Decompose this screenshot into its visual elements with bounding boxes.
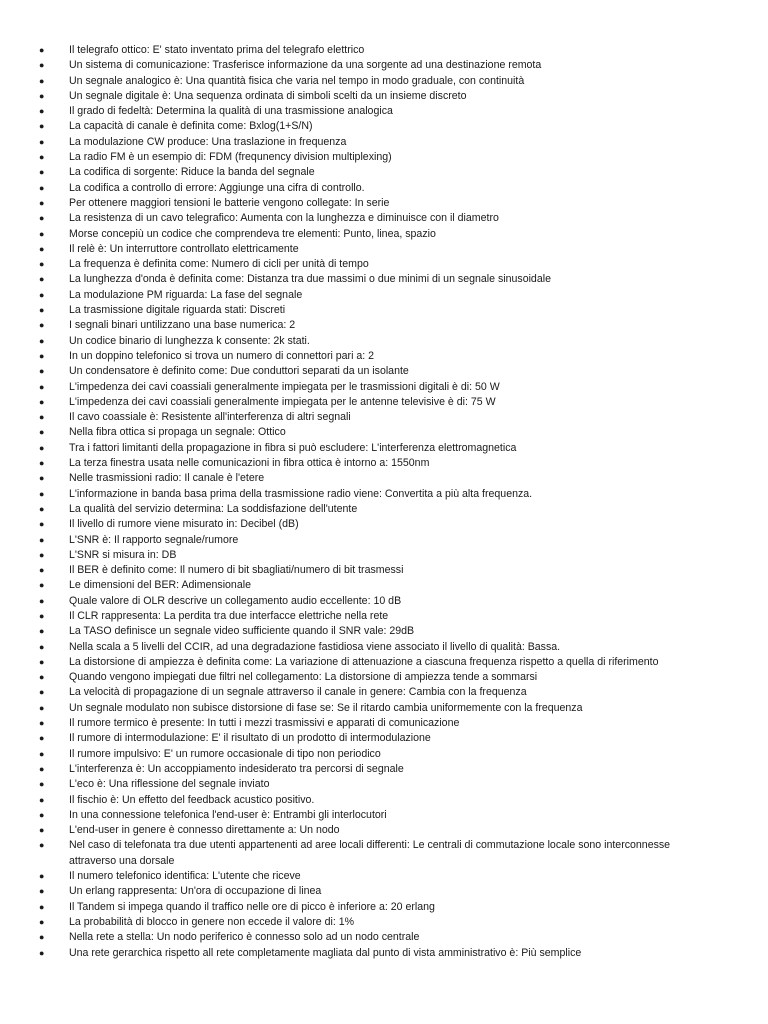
list-item-text: Il rumore termico è presente: In tutti i mezzi trasmissivi e apparati di comunicazione xyxy=(69,717,460,730)
bullet-icon: ● xyxy=(39,366,45,377)
list-item xyxy=(0,456,768,471)
bullet-icon: ● xyxy=(39,243,45,254)
bullet-icon: ● xyxy=(39,610,45,621)
list-item-text: L'informazione in banda basa prima della trasmissione radio viene: Convertita a più alta frequenza. xyxy=(69,487,533,500)
bullet-icon: ● xyxy=(39,412,45,423)
list-item-text: L'end-user in genere è connesso direttamente a: Un nodo xyxy=(69,824,340,837)
bullet-icon: ● xyxy=(39,871,45,882)
bullet-icon: ● xyxy=(39,228,45,239)
list-item-text: La resistenza di un cavo telegrafico: Aumenta con la lunghezza e diminuisce con il diametro xyxy=(69,212,499,225)
list-item xyxy=(0,915,768,930)
list-item-text: L'impedenza dei cavi coassiali generalmente impiegata per le antenne televisive è di: 75 W xyxy=(69,395,496,408)
list-item xyxy=(0,425,768,440)
list-item-text: L'SNR è: Il rapporto segnale/rumore xyxy=(69,533,239,546)
bullet-icon: ● xyxy=(39,519,45,530)
list-item-text: L'interferenza è: Un accoppiamento indesiderato tra percorsi di segnale xyxy=(69,762,404,775)
list-item xyxy=(0,624,768,639)
list-item-text: Nelle trasmissioni radio: Il canale è l'etere xyxy=(69,472,265,485)
bullet-icon: ● xyxy=(39,90,45,101)
list-item-text: La modulazione PM riguarda: La fase del segnale xyxy=(69,288,303,301)
list-item xyxy=(0,272,768,287)
list-item xyxy=(0,135,768,150)
list-item xyxy=(0,946,768,961)
list-item-text: La TASO definisce un segnale video sufficiente quando il SNR vale: 29dB xyxy=(69,625,415,638)
list-item-text: La codifica a controllo di errore: Aggiunge una cifra di controllo. xyxy=(69,181,365,194)
list-item xyxy=(0,838,768,869)
list-item xyxy=(0,303,768,318)
bullet-icon: ● xyxy=(39,305,45,316)
bullet-icon: ● xyxy=(39,213,45,224)
bullet-icon: ● xyxy=(39,886,45,897)
list-item xyxy=(0,670,768,685)
list-item-text: Il rumore di intermodulazione: E' il risultato di un prodotto di intermodulazione xyxy=(69,732,431,745)
bullet-icon: ● xyxy=(39,580,45,591)
bullet-icon: ● xyxy=(39,60,45,71)
list-item xyxy=(0,930,768,945)
list-item-text: I segnali binari untilizzano una base numerica: 2 xyxy=(69,319,296,332)
bullet-icon: ● xyxy=(39,809,45,820)
list-item xyxy=(0,150,768,165)
bullet-icon: ● xyxy=(39,473,45,484)
list-item xyxy=(0,349,768,364)
list-item xyxy=(0,58,768,73)
list-item-text: Le dimensioni del BER: Adimensionale xyxy=(69,579,251,592)
list-item-text: La trasmissione digitale riguarda stati: Discreti xyxy=(69,304,286,317)
list-item-text: Nella scala a 5 livelli del CCIR, ad una degradazione fastidiosa viene associato il livello di qualità: Bassa. xyxy=(69,640,561,653)
bullet-icon: ● xyxy=(39,167,45,178)
list-item-text: La codifica di sorgente: Riduce la banda del segnale xyxy=(69,166,315,179)
bullet-icon: ● xyxy=(39,549,45,560)
bullet-icon: ● xyxy=(39,534,45,545)
list-item xyxy=(0,395,768,410)
bullet-list xyxy=(0,43,768,961)
bullet-icon: ● xyxy=(39,121,45,132)
list-item xyxy=(0,257,768,272)
list-item-text: Morse concepiù un codice che comprendeva tre elementi: Punto, linea, spazio xyxy=(69,227,436,240)
list-item-text: L'impedenza dei cavi coassiali generalmente impiegata per le trasmissioni digitali è di: 50 W xyxy=(69,380,500,393)
list-item-text: La terza finestra usata nelle comunicazioni in fibra ottica è intorno a: 1550nm xyxy=(69,457,430,470)
list-item xyxy=(0,685,768,700)
bullet-icon: ● xyxy=(39,748,45,759)
bullet-icon: ● xyxy=(39,656,45,667)
bullet-icon: ● xyxy=(39,458,45,469)
list-item xyxy=(0,318,768,333)
bullet-icon: ● xyxy=(39,320,45,331)
list-item-text: La radio FM è un esempio di: FDM (frequnency division multiplexing) xyxy=(69,151,392,164)
list-item-text: La frequenza è definita come: Numero di cicli per unità di tempo xyxy=(69,258,369,271)
list-item-text: Un segnale modulato non subisce distorsione di fase se: Se il ritardo cambia uniformemente con la frequenza xyxy=(69,701,583,714)
list-item-text: Il rumore impulsivo: E' un rumore occasionale di tipo non periodico xyxy=(69,747,381,760)
list-item-text: Nella fibra ottica si propaga un segnale: Ottico xyxy=(69,426,286,439)
list-item-text: La velocità di propagazione di un segnale attraverso il canale in genere: Cambia con la frequenza xyxy=(69,686,527,699)
list-item-text: Il grado di fedeltà: Determina la qualità di una trasmissione analogica xyxy=(69,105,393,118)
list-item xyxy=(0,793,768,808)
list-item xyxy=(0,823,768,838)
list-item-text: Il cavo coassiale è: Resistente all'interferenza di altri segnali xyxy=(69,411,351,424)
list-item-text: Un condensatore è definito come: Due conduttori separati da un isolante xyxy=(69,365,409,378)
bullet-icon: ● xyxy=(39,718,45,729)
list-item xyxy=(0,548,768,563)
list-item-text: La qualità del servizio determina: La soddisfazione dell'utente xyxy=(69,502,358,515)
bullet-icon: ● xyxy=(39,136,45,147)
list-item-text: Nel caso di telefonata tra due utenti appartenenti ad aree locali differenti: Le centrali di commutazione locale sono interconnesse attraverso una dorsale xyxy=(69,839,671,867)
bullet-icon: ● xyxy=(39,825,45,836)
list-item xyxy=(0,578,768,593)
bullet-icon: ● xyxy=(39,182,45,193)
bullet-icon: ● xyxy=(39,488,45,499)
list-item-text: La probabilità di blocco in genere non eccede il valore di: 1% xyxy=(69,915,355,928)
bullet-icon: ● xyxy=(39,503,45,514)
list-item-text: L'eco è: Una riflessione del segnale inviato xyxy=(69,778,270,791)
list-item-text: Il numero telefonico identifica: L'utente che riceve xyxy=(69,870,301,883)
bullet-icon: ● xyxy=(39,197,45,208)
list-item xyxy=(0,288,768,303)
list-item xyxy=(0,777,768,792)
list-item xyxy=(0,242,768,257)
bullet-icon: ● xyxy=(39,274,45,285)
list-item xyxy=(0,609,768,624)
list-item xyxy=(0,731,768,746)
list-item-text: Per ottenere maggiori tensioni le batterie vengono collegate: In serie xyxy=(69,196,390,209)
list-item-text: Una rete gerarchica rispetto all rete completamente magliata dal punto di vista amministrativo è: Più semplice xyxy=(69,946,582,959)
list-item-text: Il fischio è: Un effetto del feedback acustico positivo. xyxy=(69,793,315,806)
bullet-icon: ● xyxy=(39,626,45,637)
list-item-text: Un sistema di comunicazione: Trasferisce informazione da una sorgente ad una destinazione remota xyxy=(69,59,542,72)
list-item-text: Il Tandem si impega quando il traffico nelle ore di picco è inferiore a: 20 erlang xyxy=(69,900,435,913)
bullet-icon: ● xyxy=(39,641,45,652)
list-item xyxy=(0,334,768,349)
list-item-text: Quando vengono impiegati due filtri nel collegamento: La distorsione di ampiezza tende a sommarsi xyxy=(69,671,538,684)
list-item xyxy=(0,747,768,762)
bullet-icon: ● xyxy=(39,947,45,958)
list-item xyxy=(0,517,768,532)
list-item xyxy=(0,640,768,655)
list-item-text: Il CLR rappresenta: La perdita tra due interfacce elettriche nella rete xyxy=(69,609,389,622)
list-item-text: Tra i fattori limitanti della propagazione in fibra si può escludere: L'interferenza elettromagnetica xyxy=(69,441,517,454)
list-item xyxy=(0,471,768,486)
bullet-icon: ● xyxy=(39,259,45,270)
bullet-icon: ● xyxy=(39,763,45,774)
list-item-text: Il BER è definito come: Il numero di bit sbagliati/numero di bit trasmessi xyxy=(69,564,404,577)
list-item-text: Quale valore di OLR descrive un collegamento audio eccellente: 10 dB xyxy=(69,594,402,607)
list-item xyxy=(0,701,768,716)
bullet-icon: ● xyxy=(39,779,45,790)
list-item xyxy=(0,165,768,180)
bullet-icon: ● xyxy=(39,687,45,698)
list-item xyxy=(0,119,768,134)
bullet-icon: ● xyxy=(39,427,45,438)
bullet-icon: ● xyxy=(39,335,45,346)
list-item xyxy=(0,594,768,609)
list-item xyxy=(0,716,768,731)
list-item-text: La capacità di canale è definita come: Bxlog(1+S/N) xyxy=(69,120,313,133)
list-item xyxy=(0,364,768,379)
list-item xyxy=(0,74,768,89)
list-item-text: La modulazione CW produce: Una traslazione in frequenza xyxy=(69,135,347,148)
bullet-icon: ● xyxy=(39,45,45,55)
list-item-text: Un segnale digitale è: Una sequenza ordinata di simboli scelti da un insieme discreto xyxy=(69,89,467,102)
bullet-icon: ● xyxy=(39,595,45,606)
list-item xyxy=(0,43,768,58)
list-item-text: In un doppino telefonico si trova un numero di connettori pari a: 2 xyxy=(69,349,375,362)
list-item xyxy=(0,441,768,456)
bullet-icon: ● xyxy=(39,106,45,117)
list-item-text: Il livello di rumore viene misurato in: Decibel (dB) xyxy=(69,518,299,531)
bullet-icon: ● xyxy=(39,152,45,163)
list-item-text: Il telegrafo ottico: E' stato inventato prima del telegrafo elettrico xyxy=(69,44,365,56)
bullet-icon: ● xyxy=(39,840,45,851)
bullet-icon: ● xyxy=(39,289,45,300)
list-item-text: Il relè è: Un interruttore controllato elettricamente xyxy=(69,242,299,255)
bullet-icon: ● xyxy=(39,672,45,683)
bullet-icon: ● xyxy=(39,901,45,912)
list-item xyxy=(0,487,768,502)
list-item xyxy=(0,563,768,578)
bullet-icon: ● xyxy=(39,932,45,943)
bullet-icon: ● xyxy=(39,794,45,805)
list-item xyxy=(0,900,768,915)
bullet-icon: ● xyxy=(39,381,45,392)
bullet-icon: ● xyxy=(39,350,45,361)
bullet-icon: ● xyxy=(39,565,45,576)
bullet-icon: ● xyxy=(39,75,45,86)
list-item xyxy=(0,410,768,425)
list-item-text: In una connessione telefonica l'end-user è: Entrambi gli interlocutori xyxy=(69,808,387,821)
list-item-text: La distorsione di ampiezza è definita come: La variazione di attenuazione a ciascuna frequenza rispetto a quella di riferimento xyxy=(69,655,659,668)
list-item xyxy=(0,181,768,196)
bullet-icon: ● xyxy=(39,442,45,453)
bullet-icon: ● xyxy=(39,702,45,713)
bullet-icon: ● xyxy=(39,916,45,927)
list-item-text: Un erlang rappresenta: Un'ora di occupazione di linea xyxy=(69,885,322,898)
list-item xyxy=(0,104,768,119)
list-item xyxy=(0,196,768,211)
list-item xyxy=(0,211,768,226)
list-item-text: Nella rete a stella: Un nodo periferico è connesso solo ad un nodo centrale xyxy=(69,931,420,944)
list-item xyxy=(0,884,768,899)
list-item xyxy=(0,533,768,548)
list-item-text: Un codice binario di lunghezza k consente: 2k stati. xyxy=(69,334,310,347)
list-item xyxy=(0,502,768,517)
list-item xyxy=(0,869,768,884)
list-item xyxy=(0,655,768,670)
list-item xyxy=(0,227,768,242)
list-item xyxy=(0,89,768,104)
bullet-icon: ● xyxy=(39,733,45,744)
list-item xyxy=(0,380,768,395)
bullet-icon: ● xyxy=(39,396,45,407)
list-item xyxy=(0,808,768,823)
list-item-text: La lunghezza d'onda è definita come: Distanza tra due massimi o due minimi di un segnale sinusoidale xyxy=(69,273,551,286)
list-item-text: L'SNR si misura in: DB xyxy=(69,548,177,561)
list-item-text: Un segnale analogico è: Una quantità fisica che varia nel tempo in modo graduale, con continuità xyxy=(69,74,525,87)
list-item xyxy=(0,762,768,777)
